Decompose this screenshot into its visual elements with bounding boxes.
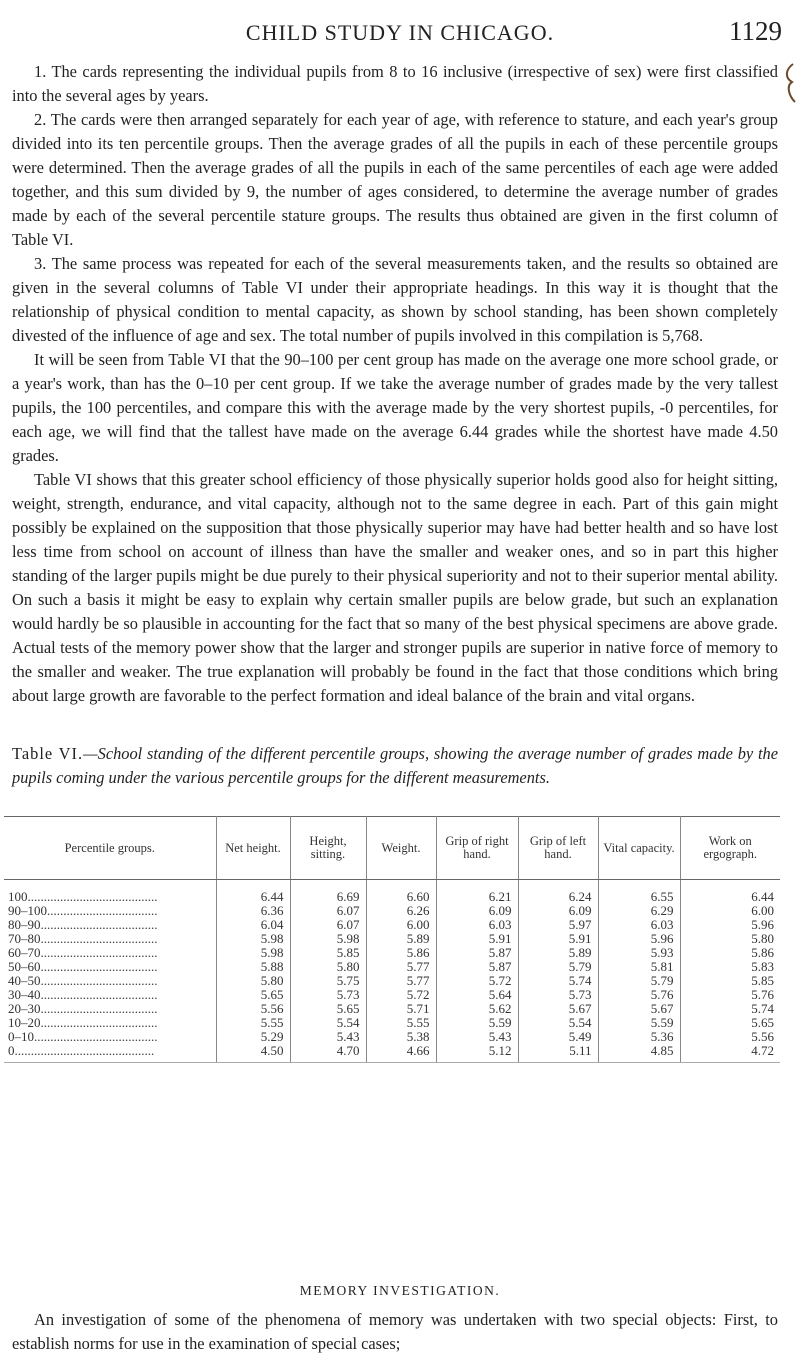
table-row — [4, 988, 780, 1002]
column-header: Weight. — [366, 817, 436, 880]
row-label-cell: 80–90.................................... — [8, 917, 158, 932]
table-row — [4, 1016, 780, 1030]
row-label-cell: 100........................................ — [8, 889, 158, 904]
value-cell: 5.85 — [290, 946, 366, 960]
value-cell: 6.44 — [216, 880, 290, 905]
value-cell: 5.77 — [366, 974, 436, 988]
value-cell: 5.56 — [680, 1030, 780, 1044]
value-cell: 5.38 — [366, 1030, 436, 1044]
row-label-cell: 40–50.................................... — [8, 973, 158, 988]
table-row — [4, 1044, 780, 1063]
value-cell: 5.97 — [518, 918, 598, 932]
table-row — [4, 880, 780, 905]
value-cell: 6.00 — [680, 904, 780, 918]
value-cell: 5.43 — [436, 1030, 518, 1044]
value-cell: 5.67 — [518, 1002, 598, 1016]
value-cell: 5.72 — [436, 974, 518, 988]
value-cell: 6.07 — [290, 918, 366, 932]
value-cell: 5.11 — [518, 1044, 598, 1063]
table-row — [4, 946, 780, 960]
row-label-cell: 60–70.................................... — [8, 945, 158, 960]
column-header: Grip of right hand. — [436, 817, 518, 880]
value-cell: 5.12 — [436, 1044, 518, 1063]
page-header — [0, 16, 800, 50]
value-cell: 5.93 — [598, 946, 680, 960]
row-label-cell: 10–20.................................... — [8, 1015, 158, 1030]
paragraph: An investigation of some of the phenomena of memory was undertaken with two special objects: First, to establish norms for use in the examination of special cases; — [12, 1310, 778, 1353]
paragraph: It will be seen from Table VI that the 90–100 per cent group has made on the average one more school grade, or a year's work, than has the 0–10 per cent group. If we take the average number of grades made by the very tallest pupils, the 100 percentiles, and compare this with the average made by the very shortest pupils, -0 percentiles, for each age, we will find that the tallest have made on the average 6.44 grades while the shortest have made 4.50 grades. — [12, 350, 778, 465]
value-cell: 5.54 — [290, 1016, 366, 1030]
value-cell: 6.60 — [366, 880, 436, 905]
value-cell: 5.55 — [366, 1016, 436, 1030]
table-row — [4, 960, 780, 974]
value-cell: 5.36 — [598, 1030, 680, 1044]
paragraph: Table VI shows that this greater school efficiency of those physically superior holds good also for height sitting, weight, strength, endurance, and vital capacity, although not to the same degree in each. Part of this gain might possibly be explained on the supposition that those physically superior may have had better health and so have lost less time from school on account of illness than have the smaller and weaker ones, and so in part this higher standing of the larger pupils might be due purely to their physical superiority and not to their superior mental ability. On such a basis it might be easy to explain why certain smaller pupils are below grade, but such an explanation would hardly be so plausible in accounting for the fact that so many of the best physical specimens are above grade. Actual tests of the memory power show that the larger and stronger pupils are superior in native force of memory to the smaller and weaker. The true explanation will probably be found in the fact that those conditions which bring about large growth are favorable to the perfect formation and ideal balance of the brain and vital organs. — [12, 470, 778, 705]
value-cell: 4.72 — [680, 1044, 780, 1063]
value-cell: 5.86 — [366, 946, 436, 960]
column-header: Percentile groups. — [4, 817, 216, 880]
value-cell: 5.96 — [598, 932, 680, 946]
column-header: Work on ergograph. — [680, 817, 780, 880]
value-cell: 5.85 — [680, 974, 780, 988]
row-label-cell: 0........................................... — [4, 1044, 216, 1063]
value-cell: 5.89 — [518, 946, 598, 960]
value-cell: 4.50 — [216, 1044, 290, 1063]
section-text — [12, 1308, 778, 1356]
value-cell: 5.98 — [290, 932, 366, 946]
paragraph: 2. The cards were then arranged separately for each year of age, with reference to stature, and each year's group divided into its ten percentile groups. Then the average grades of all the pupils in each of these percentile groups were determined. Then the average grades of all the pupils in each of the same percentiles of each age were added together, and this sum divided by 9, the number of ages considered, to determine the average number of grades made by each of the several percentile stature groups. The results thus obtained are given in the first column of Table VI. — [12, 110, 778, 249]
value-cell: 5.65 — [680, 1016, 780, 1030]
value-cell: 5.98 — [216, 932, 290, 946]
value-cell: 6.55 — [598, 880, 680, 905]
value-cell: 5.56 — [216, 1002, 290, 1016]
paragraph: 1. The cards representing the individual pupils from 8 to 16 inclusive (irrespective of sex) were first classified into the several ages by years. — [12, 62, 778, 105]
value-cell: 6.24 — [518, 880, 598, 905]
value-cell: 5.80 — [680, 932, 780, 946]
value-cell: 5.79 — [518, 960, 598, 974]
table-caption-text: —School standing of the different percentile groups, showing the average number of grades made by the pupils coming under the various percentile groups for the different measurements. — [12, 744, 778, 787]
value-cell: 5.88 — [216, 960, 290, 974]
value-cell: 5.72 — [366, 988, 436, 1002]
value-cell: 5.29 — [216, 1030, 290, 1044]
value-cell: 5.65 — [216, 988, 290, 1002]
value-cell: 5.89 — [366, 932, 436, 946]
value-cell: 5.59 — [598, 1016, 680, 1030]
value-cell: 5.64 — [436, 988, 518, 1002]
value-cell: 5.67 — [598, 1002, 680, 1016]
value-cell: 5.74 — [518, 974, 598, 988]
page-number: 1129 — [729, 16, 782, 46]
data-table — [4, 816, 780, 1063]
value-cell: 5.71 — [366, 1002, 436, 1016]
value-cell: 5.87 — [436, 946, 518, 960]
column-header: Net height. — [216, 817, 290, 880]
value-cell: 6.69 — [290, 880, 366, 905]
value-cell: 5.55 — [216, 1016, 290, 1030]
value-cell: 5.98 — [216, 946, 290, 960]
table-row — [4, 932, 780, 946]
value-cell: 5.87 — [436, 960, 518, 974]
value-cell: 5.91 — [518, 932, 598, 946]
table-row — [4, 918, 780, 932]
table-row — [4, 904, 780, 918]
value-cell: 5.86 — [680, 946, 780, 960]
value-cell: 6.03 — [436, 918, 518, 932]
table-row — [4, 1002, 780, 1016]
value-cell: 6.36 — [216, 904, 290, 918]
row-label-cell: 0–10...................................... — [8, 1029, 158, 1044]
value-cell: 4.66 — [366, 1044, 436, 1063]
value-cell: 5.59 — [436, 1016, 518, 1030]
value-cell: 5.65 — [290, 1002, 366, 1016]
row-label-cell: 90–100.................................. — [8, 903, 158, 918]
value-cell: 5.79 — [598, 974, 680, 988]
value-cell: 4.85 — [598, 1044, 680, 1063]
value-cell: 5.49 — [518, 1030, 598, 1044]
value-cell: 5.74 — [680, 1002, 780, 1016]
row-label-cell: 30–40.................................... — [8, 987, 158, 1002]
table-row — [4, 1030, 780, 1044]
table-header-row — [4, 817, 780, 880]
paragraph: 3. The same process was repeated for each of the several measurements taken, and the results so obtained are given in the several columns of Table VI under their appropriate headings. In this way it is thought that the relationship of physical condition to mental capacity, as shown by school standing, has been shown completely divested of the influence of age and sex. The total number of pupils involved in this compilation is 5,768. — [12, 254, 778, 345]
value-cell: 6.29 — [598, 904, 680, 918]
value-cell: 5.73 — [518, 988, 598, 1002]
value-cell: 5.77 — [366, 960, 436, 974]
column-header: Vital capacity. — [598, 817, 680, 880]
value-cell: 6.09 — [436, 904, 518, 918]
value-cell: 5.80 — [216, 974, 290, 988]
value-cell: 5.43 — [290, 1030, 366, 1044]
value-cell: 6.07 — [290, 904, 366, 918]
row-label-cell: 20–30.................................... — [8, 1001, 158, 1016]
value-cell: 5.96 — [680, 918, 780, 932]
value-cell: 5.76 — [598, 988, 680, 1002]
value-cell: 4.70 — [290, 1044, 366, 1063]
value-cell: 5.80 — [290, 960, 366, 974]
table-caption-lead: Table VI. — [12, 744, 84, 763]
value-cell: 6.44 — [680, 880, 780, 905]
value-cell: 5.91 — [436, 932, 518, 946]
value-cell: 6.21 — [436, 880, 518, 905]
value-cell: 6.04 — [216, 918, 290, 932]
column-header: Height, sitting. — [290, 817, 366, 880]
value-cell: 5.76 — [680, 988, 780, 1002]
value-cell: 5.62 — [436, 1002, 518, 1016]
section-title: MEMORY INVESTIGATION. — [299, 1283, 501, 1298]
value-cell: 5.75 — [290, 974, 366, 988]
value-cell: 6.03 — [598, 918, 680, 932]
value-cell: 5.81 — [598, 960, 680, 974]
value-cell: 5.54 — [518, 1016, 598, 1030]
row-label-cell: 50–60.................................... — [8, 959, 158, 974]
margin-mark-icon — [783, 62, 797, 104]
value-cell: 6.00 — [366, 918, 436, 932]
value-cell: 6.09 — [518, 904, 598, 918]
value-cell: 5.83 — [680, 960, 780, 974]
value-cell: 6.26 — [366, 904, 436, 918]
table-body — [4, 880, 780, 1063]
table-row — [4, 974, 780, 988]
body-text — [12, 60, 778, 708]
value-cell: 5.73 — [290, 988, 366, 1002]
column-header: Grip of left hand. — [518, 817, 598, 880]
row-label-cell: 70–80.................................... — [8, 931, 158, 946]
table-caption — [12, 742, 778, 790]
running-head: CHILD STUDY IN CHICAGO. — [245, 20, 555, 45]
